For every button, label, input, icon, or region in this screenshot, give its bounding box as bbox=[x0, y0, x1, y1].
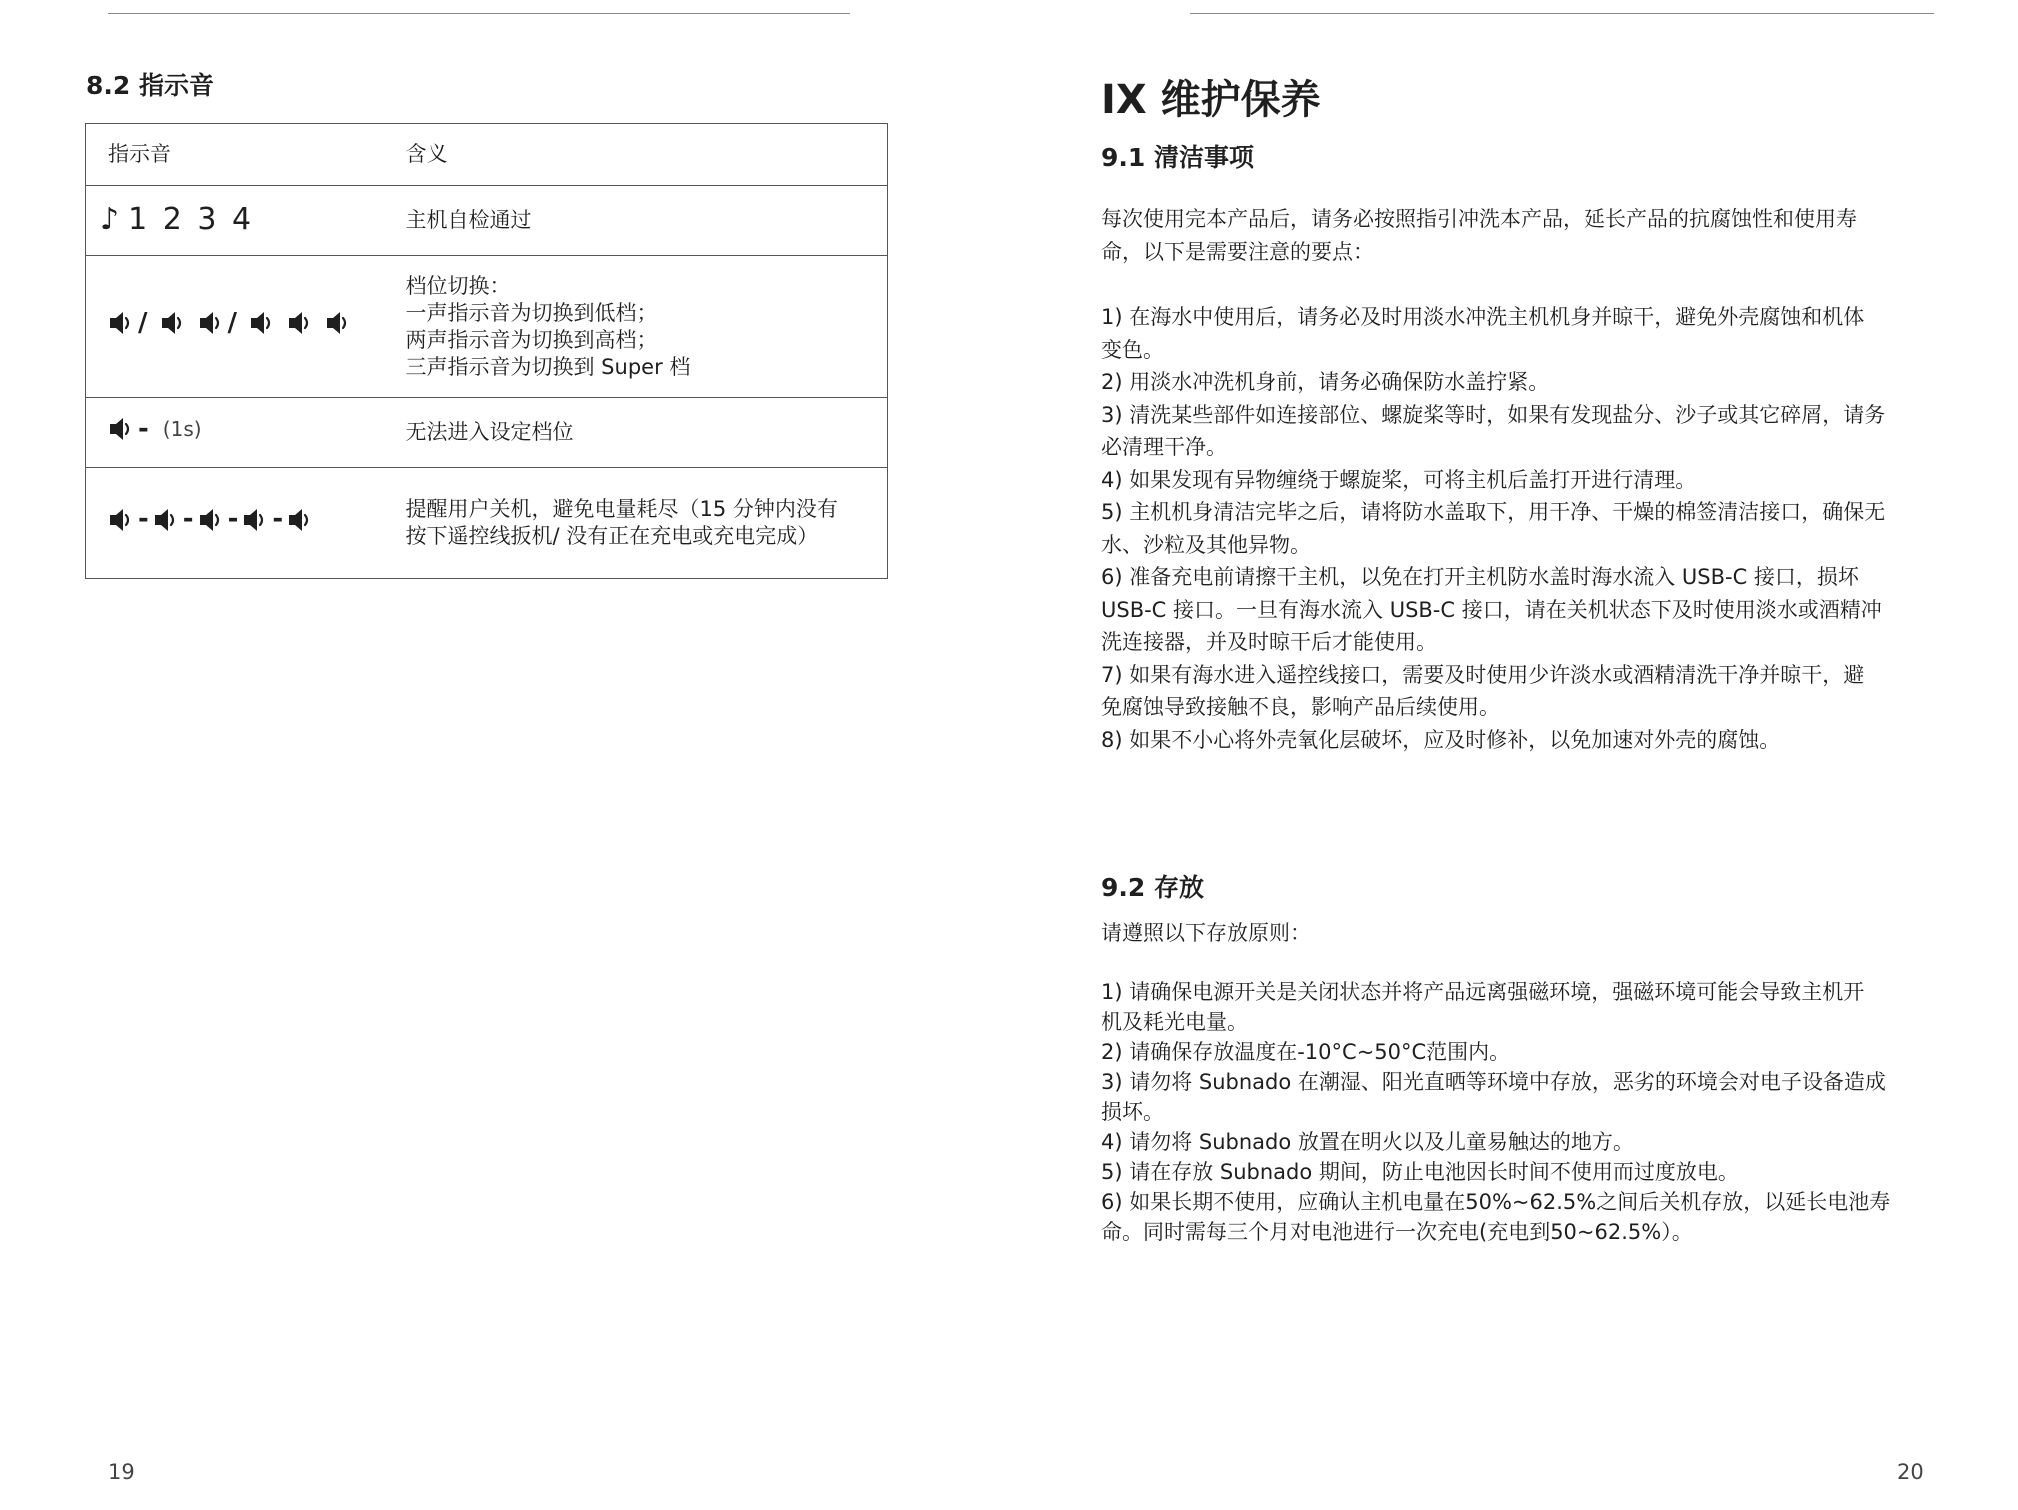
table-header-row bbox=[86, 124, 888, 186]
speaker-beep-icon bbox=[325, 310, 351, 336]
speaker-beep-icon bbox=[108, 507, 134, 533]
speaker-beep-icon bbox=[198, 507, 224, 533]
table-row bbox=[86, 186, 888, 256]
section-title: 8.2 指示音 bbox=[86, 71, 214, 100]
speaker-beep-icon bbox=[108, 416, 134, 442]
column-header-sound: 指示音 bbox=[86, 124, 384, 186]
beep-dash: - bbox=[138, 504, 149, 535]
section-title-cleaning: 9.1 清洁事项 bbox=[1101, 143, 1254, 172]
right-page bbox=[1009, 0, 2018, 1510]
storage-list: 1) 请确保电源开关是关闭状态并将产品远离强磁环境，强磁环境可能会导致主机开 机及耗光电量。 2) 请确保存放温度在-10°C~50°C范围内。 3) 请勿将 Subnado 在潮湿、阳光直晒等环境中存放，恶劣的环境会对电子设备造成 损坏。 4) 请勿将 Subnado 放置在明火以及儿童易触达的地方。 5) 请在存放 Subnado 期间，防止电池因长时间不使用而过度放电。 6) 如果长期不使用，应确认主机电量在50%~62.5%之间后关机存放，以延长电池寿 命。同时需每三个月对电池进行一次充电(充电到50~62.5%）。 bbox=[1101, 980, 1891, 1244]
beep-dash: - bbox=[182, 504, 194, 535]
speaker-beep-icon bbox=[108, 310, 134, 336]
speaker-beep-icon bbox=[242, 507, 268, 533]
music-note-icon: ♪ bbox=[100, 201, 123, 237]
beep-dash: - bbox=[227, 504, 239, 535]
meaning-cell: 提醒用户关机，避免电量耗尽（15 分钟内没有 按下遥控线扳机/ 没有正在充电或充电完成） bbox=[384, 468, 888, 579]
table-row bbox=[86, 256, 888, 398]
speaker-beep-icon bbox=[249, 310, 275, 336]
speaker-beep-icon bbox=[198, 310, 224, 336]
chapter-title: IX 维护保养 bbox=[1101, 77, 1321, 123]
sound-sequence: 1 2 3 4 bbox=[128, 201, 255, 237]
meaning-cell: 档位切换： 一声指示音为切换到低档； 两声指示音为切换到高档； 三声指示音为切换到 Super 档 bbox=[384, 256, 888, 398]
sound-cell bbox=[86, 398, 384, 468]
cleaning-intro: 每次使用完本产品后，请务必按照指引冲洗本产品，延长产品的抗腐蚀性和使用寿 命，以下是需要注意的要点： bbox=[1101, 207, 1857, 264]
long-beep-dash: - bbox=[138, 413, 149, 444]
speaker-beep-icon bbox=[287, 310, 313, 336]
meaning-cell: 无法进入设定档位 bbox=[384, 398, 888, 468]
meaning-cell: 主机自检通过 bbox=[384, 186, 888, 256]
beep-dash: - bbox=[272, 504, 284, 535]
section-title-storage: 9.2 存放 bbox=[1101, 873, 1204, 902]
separator: / bbox=[227, 307, 237, 338]
page-number: 19 bbox=[108, 1460, 135, 1484]
speaker-beep-icon bbox=[287, 507, 313, 533]
storage-intro: 请遵照以下存放原则： bbox=[1101, 921, 1311, 945]
sound-cell bbox=[86, 256, 384, 398]
speaker-beep-icon bbox=[153, 507, 179, 533]
page-number: 20 bbox=[1897, 1460, 1924, 1484]
table-row bbox=[86, 398, 888, 468]
cleaning-list: 1) 在海水中使用后，请务必及时用淡水冲洗主机机身并晾干，避免外壳腐蚀和机体 变色。 2) 用淡水冲洗机身前，请务必确保防水盖拧紧。 3) 清洗某些部件如连接部位、螺旋桨等时，如果有发现盐分、沙子或其它碎屑，请务 必清理干净。 4) 如果发现有异物缠绕于螺旋桨，可将主机后盖打开进行清理。 5) 主机机身清洁完毕之后，请将防水盖取下，用干净、干燥的棉签清洁接口，确保无 水、沙粒及其他异物。 6) 准备充电前请擦干主机，以免在打开主机防水盖时海水流入 USB-C 接口，损坏 USB-C 接口。一旦有海水流入 USB-C 接口，请在关机状态下及时使用淡水或酒精冲 洗连接器，并及时晾干后才能使用。 7) 如果有海水进入遥控线接口，需要及时使用少许淡水或酒精清洗干净并晾干，避 免腐蚀导致接触不良，影响产品后续使用。 8) 如果不小心将外壳氧化层破坏，应及时修补，以免加速对外壳的腐蚀。 bbox=[1101, 305, 1886, 752]
sound-cell bbox=[86, 468, 384, 579]
beep-duration: (1s) bbox=[162, 416, 202, 441]
header-rule bbox=[1190, 13, 1934, 14]
separator: / bbox=[138, 307, 148, 338]
indicator-sound-table bbox=[85, 123, 888, 579]
sound-cell bbox=[86, 186, 384, 256]
speaker-beep-icon bbox=[160, 310, 186, 336]
header-rule bbox=[108, 13, 850, 14]
table-row bbox=[86, 468, 888, 579]
column-header-meaning: 含义 bbox=[384, 124, 888, 186]
